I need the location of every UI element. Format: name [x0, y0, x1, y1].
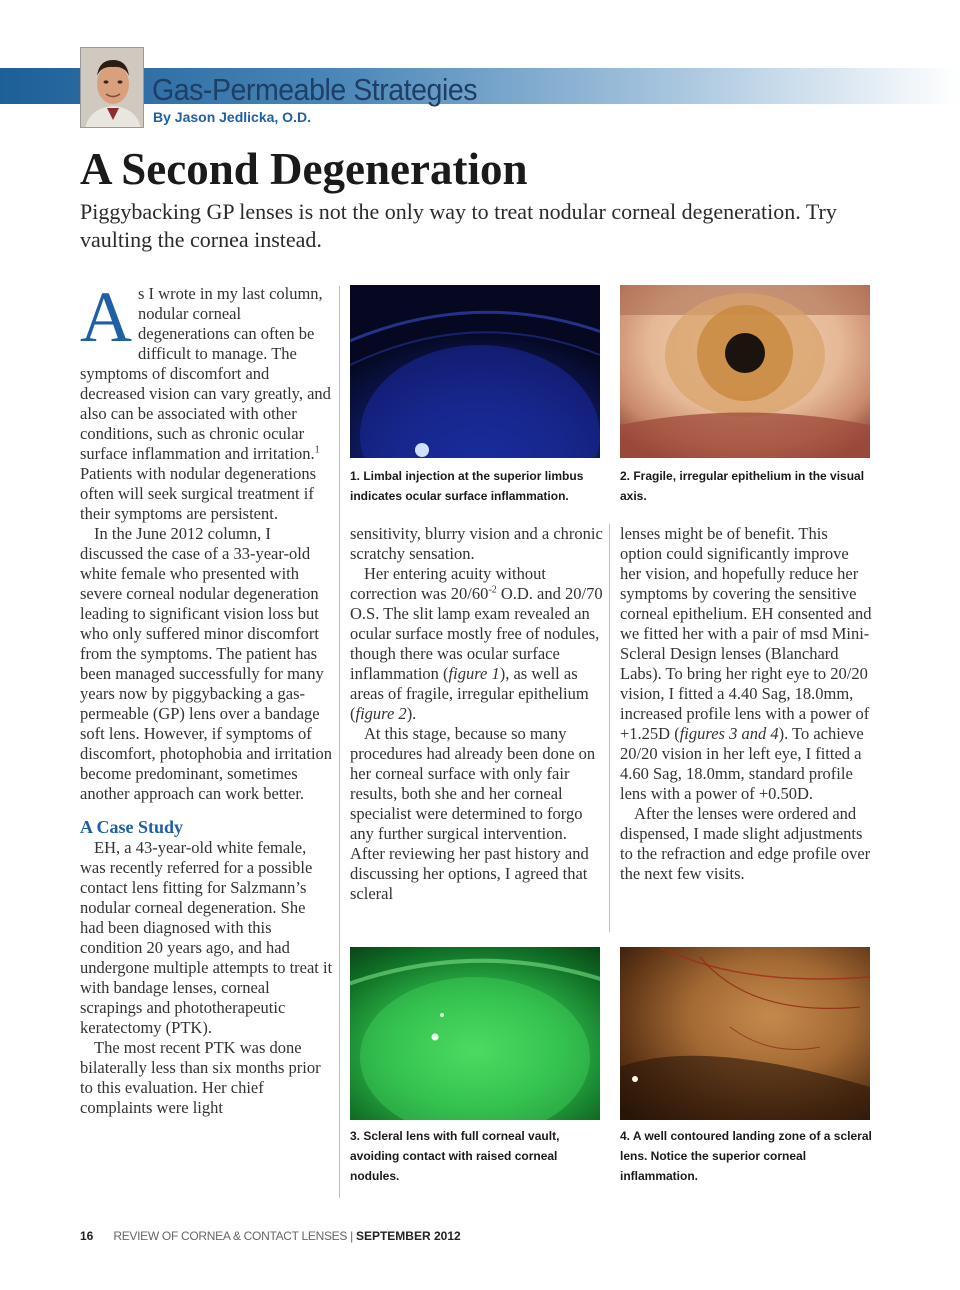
publication-name: REVIEW OF CORNEA & CONTACT LENSES	[113, 1229, 348, 1243]
column-2-paragraph-1: sensitivity, blurry vision and a chronic scratchy sensation.	[350, 524, 603, 563]
column-2-paragraph-2	[350, 564, 603, 724]
reference-1: 1	[314, 444, 320, 456]
column-name: Gas-Permeable Strategies	[152, 72, 478, 107]
column-2-paragraph-2-b: O.D. and 20/70 O.S. The slit lamp exam revealed an ocular surface mostly free of nodules, though there was ocular surface inflammation (	[350, 584, 603, 683]
paragraph-1-tail: Patients with nodular degenerations often will seek surgical treatment if their symptoms are persistent.	[80, 464, 316, 523]
paragraph-1	[80, 277, 333, 524]
column-2	[350, 524, 603, 904]
figure-1-reference: figure 1	[448, 664, 500, 683]
article-deck: Piggybacking GP lenses is not the only way to treat nodular corneal degeneration. Try vaulting the cornea instead.	[80, 199, 837, 252]
footer-separator: |	[347, 1229, 356, 1243]
column-1	[80, 277, 333, 1118]
page-number: 16	[80, 1229, 94, 1243]
column-rule-2	[609, 524, 610, 932]
column-2-paragraph-3: At this stage, because so many procedures had already been done on her corneal surface with only fair results, both she and her corneal specialist were determined to forgo any further surgical intervention. After reviewing her past history and discussing her options, I agreed that scleral	[350, 724, 596, 903]
column-rule-1	[339, 286, 340, 1198]
column-3	[620, 524, 873, 884]
article-title: A Second Degeneration	[80, 144, 528, 194]
figure-3-caption: 3. Scleral lens with full corneal vault, avoiding contact with raised corneal nodules.	[350, 1129, 560, 1183]
column-2-paragraph-2-a: Her entering acuity without correction was 20/60	[350, 564, 546, 603]
figure-2-caption: 2. Fragile, irregular epithelium in the visual axis.	[620, 469, 865, 503]
column-3-paragraph-1-a: lenses might be of benefit. This option could significantly improve her vision, and hopefully reduce her symptoms by covering the sensitive corneal epithelium. EH consented and we fitted her with a pair of msd Mini-Scleral Design lenses (Blanchard Labs). To bring her right eye to 20/20 vision, I fitted a 4.40 Sag, 18.0mm, increased profile lens with a power of +1.25D (	[620, 524, 872, 743]
column-3-paragraph-2: After the lenses were ordered and dispensed, I made slight adjustments to the refraction and edge profile over the next few visits.	[620, 804, 871, 883]
column-3-paragraph-1-b: ). To achieve 20/20 vision in her left eye, I fitted a 4.60 Sag, 18.0mm, standard profile lens with a power of +0.50D.	[620, 724, 864, 803]
column-2-paragraph-2-d: ).	[406, 704, 417, 723]
page-footer	[80, 1229, 461, 1243]
issue-date: SEPTEMBER 2012	[355, 1229, 461, 1243]
subhead-case-study: A Case Study	[80, 817, 184, 837]
column-3-paragraph-1	[620, 524, 873, 804]
byline: By Jason Jedlicka, O.D.	[153, 109, 311, 125]
figures-3-4-reference: figures 3 and 4	[679, 724, 779, 743]
figure-2-image	[620, 285, 870, 458]
header-band	[0, 68, 960, 104]
column-2-paragraph-2-c: ), as well as areas of fragile, irregular epithelium (	[350, 664, 589, 723]
dropcap: A	[80, 277, 132, 357]
figure-1-image	[350, 285, 600, 458]
figure-4-image	[620, 947, 870, 1120]
figure-1-caption: 1. Limbal injection at the superior limbus indicates ocular surface inflammation.	[350, 469, 584, 503]
paragraph-1-text: s I wrote in my last column, nodular corneal degenerations can often be difficult to manage. The symptoms of discomfort and decreased vision can vary greatly, and also can be associated with other conditions, such as chronic ocular surface inflammation and irritation.	[80, 284, 331, 463]
figure-3-image	[350, 947, 600, 1120]
acuity-superscript: -2	[488, 584, 497, 596]
paragraph-4: The most recent PTK was done bilaterally less than six months prior to this evaluation. Her chief complaints were light	[80, 1038, 321, 1117]
paragraph-2: In the June 2012 column, I discussed the case of a 33-year-old white female who presented with severe corneal nodular degeneration leading to significant vision loss but who only suffered minor discomfort from the symptoms. The patient has been managed successfully for many years now by piggybacking a gas-permeable (GP) lens over a bandage soft lens. However, if symptoms of discomfort, photophobia and irritation become predominant, sometimes another approach can work better.	[80, 524, 333, 803]
author-photo	[80, 47, 144, 128]
figure-4-caption: 4. A well contoured landing zone of a scleral lens. Notice the superior corneal inflammation.	[620, 1129, 872, 1183]
paragraph-3: EH, a 43-year-old white female, was recently referred for a possible contact lens fitting for Salzmann’s nodular corneal degeneration. She had been diagnosed with this condition 20 years ago, and had undergone multiple attempts to treat it with bandage lenses, corneal scrapings and phototherapeutic keratectomy (PTK).	[80, 838, 333, 1037]
figure-2-reference: figure 2	[355, 704, 407, 723]
